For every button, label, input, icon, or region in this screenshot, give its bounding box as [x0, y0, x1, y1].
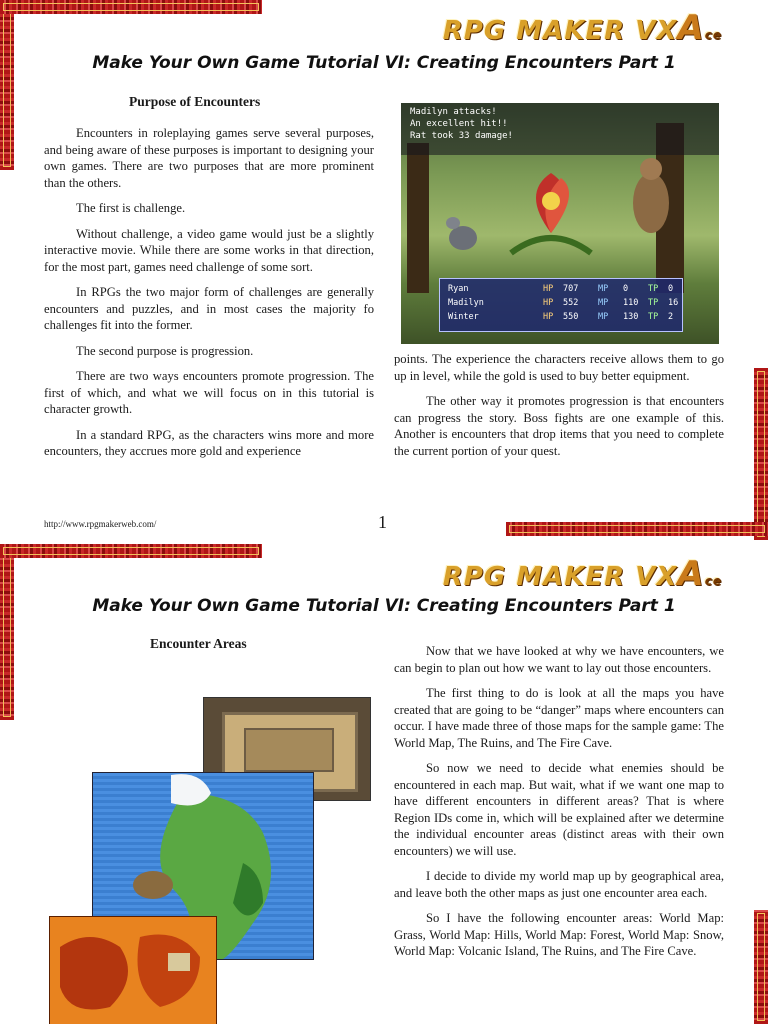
paragraph: The first is challenge. [76, 201, 186, 215]
right-column [394, 351, 724, 468]
paragraph: points. The experience the characters receive allows them to go up in level, while the gold is used to buy better equipment. [394, 352, 724, 383]
paragraph: Now that we have looked at why we have encounters, we can begin to plan out how we want to lay out those encounters. [394, 644, 724, 675]
paragraph: I decide to divide my world map up by geographical area, and leave both the other maps as just one encounter area each. [394, 869, 724, 900]
paragraph: Encounters in roleplaying games serve several purposes, and being aware of these purposes is important to designing your own games. There are two purposes that are more prominent than the others. [44, 126, 374, 190]
ogre-head [640, 158, 662, 180]
paragraph: So now we need to decide what enemies should be encountered in each map. But wait, what if we want one map to have different encounters in different areas? That is where Region IDs come in, which will be explained after we determine the individual encounter areas (distinct areas with their own encounters) we will use. [394, 761, 724, 858]
right-border-ornament [754, 910, 768, 1024]
left-border-ornament [0, 544, 14, 720]
right-column [394, 643, 724, 969]
bottom-border-ornament [506, 522, 768, 536]
paragraph: So I have the following encounter areas: World Map: Grass, World Map: Hills, World Map: Forest, World Map: Snow, World Map: Volcanic Island, The Ruins, and The Fire Cave. [394, 911, 724, 958]
battle-message: Madilyn attacks! [410, 107, 497, 117]
top-border-ornament [0, 544, 262, 558]
rat-head [446, 217, 460, 229]
page-title: Make Your Own Game Tutorial VI: Creating Encounters Part 1 [92, 596, 676, 616]
paragraph: There are two ways encounters promote progression. The first of which, and what we will focus on in this tutorial is character growth. [44, 369, 374, 416]
paragraph: Without challenge, a video game would just be a slightly interactive movie. While there are some works in that direction, for the most part, games need challenge of some sort. [44, 226, 374, 274]
left-border-ornament [0, 0, 14, 170]
battle-screenshot [401, 103, 719, 344]
vine [511, 238, 591, 253]
page-title: Make Your Own Game Tutorial VI: Creating Encounters Part 1 [92, 53, 676, 73]
left-column [44, 125, 374, 469]
paragraph: In a standard RPG, as the characters wins more and more encounters, they accrues more gold and experience [44, 427, 374, 458]
paragraph: In RPGs the two major form of challenges are generally encounters and puzzles, and in most cases the majority fo challenges fit into the former. [44, 285, 374, 332]
rat-enemy [449, 226, 477, 250]
battle-message: An excellent hit!! [410, 119, 508, 129]
volcanic-island [133, 871, 173, 899]
document-page-2 [0, 540, 768, 1024]
paragraph: The second purpose is progression. [76, 343, 254, 358]
section-heading: Purpose of Encounters [129, 94, 261, 109]
fire-cave-map-screenshot [49, 916, 217, 1024]
party-status-window: Ryan HP 707 MP 0 TP 0 Madilyn HP 552 MP 110 TP 16 Winter HP 550 MP 130 TP 2 [439, 278, 683, 332]
paragraph: The first thing to do is look at all the maps you have created that are going to be “danger” maps where encounters can occur. I have made three of those maps for the sample game: The World Map, The Ruins, and The Fire Cave. [394, 686, 724, 750]
lava-region [60, 937, 128, 1010]
right-border-ornament [754, 368, 768, 540]
battle-message: Rat took 33 damage! [410, 131, 513, 141]
battle-message-window [401, 103, 719, 155]
footer-url[interactable]: http://www.rpgmakerweb.com/ [44, 519, 157, 529]
section-heading: Encounter Areas [150, 636, 247, 651]
rpg-maker-logo: RPG MAKER VXAce [442, 554, 722, 594]
page-number: 1 [378, 512, 387, 532]
ogre-enemy [633, 173, 669, 233]
flower-enemy-center [542, 192, 560, 210]
paragraph: The other way it promotes progression is that encounters can progress the story. Boss fights are one example of this. Another is encounters that drop items that you need to complete the current portion of your quest. [394, 394, 724, 458]
cave-floor [168, 953, 190, 971]
top-border-ornament [0, 0, 262, 14]
rpg-maker-logo: RPG MAKER VXAce [442, 8, 722, 48]
